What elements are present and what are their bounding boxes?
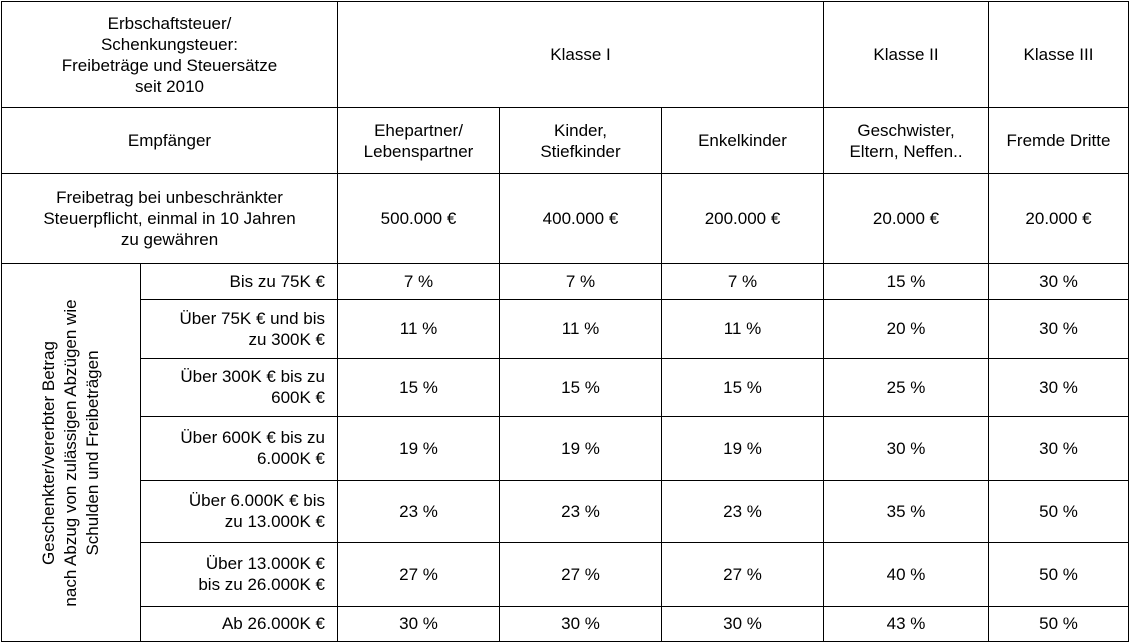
rate-cell: 27 % xyxy=(662,542,824,606)
taxable-amount-label: Geschenkter/vererbter Betrag nach Abzug von zulässigen Abzügen wie Schulden und Freibeträgen xyxy=(39,299,102,607)
rate-cell: 27 % xyxy=(500,542,662,606)
rate-cell: 40 % xyxy=(824,542,989,606)
rate-cell: 30 % xyxy=(989,416,1129,480)
rate-cell: 15 % xyxy=(500,358,662,416)
rate-row xyxy=(2,606,1129,641)
rate-cell: 30 % xyxy=(824,416,989,480)
rate-cell: 50 % xyxy=(989,542,1129,606)
rate-cell: 23 % xyxy=(662,480,824,542)
rate-cell: 7 % xyxy=(662,264,824,300)
rate-cell: 25 % xyxy=(824,358,989,416)
class-2-header: Klasse II xyxy=(824,2,989,108)
band-label: Über 75K € und bis zu 300K € xyxy=(141,300,338,358)
recipient-others: Fremde Dritte xyxy=(989,108,1129,174)
rate-cell: 20 % xyxy=(824,300,989,358)
rate-cell: 11 % xyxy=(338,300,500,358)
class-1-header: Klasse I xyxy=(338,2,824,108)
rate-cell: 35 % xyxy=(824,480,989,542)
rate-row xyxy=(2,416,1129,480)
rate-cell: 11 % xyxy=(500,300,662,358)
tax-rates-table xyxy=(1,1,1129,642)
rate-cell: 23 % xyxy=(500,480,662,542)
band-label: Bis zu 75K € xyxy=(141,264,338,300)
rate-row xyxy=(2,358,1129,416)
allowance-value: 200.000 € xyxy=(662,174,824,264)
allowance-value: 400.000 € xyxy=(500,174,662,264)
rate-cell: 30 % xyxy=(989,358,1129,416)
rate-cell: 43 % xyxy=(824,606,989,641)
band-label: Über 300K € bis zu 600K € xyxy=(141,358,338,416)
band-label: Ab 26.000K € xyxy=(141,606,338,641)
allowance-row xyxy=(2,174,1129,264)
recipient-children: Kinder, Stiefkinder xyxy=(500,108,662,174)
rate-cell: 30 % xyxy=(989,264,1129,300)
rate-cell: 27 % xyxy=(338,542,500,606)
allowance-value: 20.000 € xyxy=(824,174,989,264)
recipient-label: Empfänger xyxy=(2,108,338,174)
rate-row xyxy=(2,480,1129,542)
rate-cell: 15 % xyxy=(824,264,989,300)
class-header-row xyxy=(2,2,1129,108)
recipient-row xyxy=(2,108,1129,174)
recipient-spouse: Ehepartner/ Lebenspartner xyxy=(338,108,500,174)
rate-row xyxy=(2,542,1129,606)
rate-cell: 50 % xyxy=(989,606,1129,641)
taxable-amount-label-cell xyxy=(2,264,141,642)
rate-cell: 30 % xyxy=(662,606,824,641)
rate-cell: 15 % xyxy=(662,358,824,416)
rate-cell: 19 % xyxy=(662,416,824,480)
band-label: Über 6.000K € bis zu 13.000K € xyxy=(141,480,338,542)
recipient-siblings: Geschwister, Eltern, Neffen.. xyxy=(824,108,989,174)
allowance-value: 500.000 € xyxy=(338,174,500,264)
rate-cell: 11 % xyxy=(662,300,824,358)
rate-cell: 7 % xyxy=(338,264,500,300)
rate-cell: 30 % xyxy=(500,606,662,641)
allowance-label: Freibetrag bei unbeschränkter Steuerpflicht, einmal in 10 Jahren zu gewähren xyxy=(2,174,338,264)
rate-cell: 50 % xyxy=(989,480,1129,542)
rate-cell: 15 % xyxy=(338,358,500,416)
rate-cell: 30 % xyxy=(989,300,1129,358)
rate-cell: 23 % xyxy=(338,480,500,542)
band-label: Über 600K € bis zu 6.000K € xyxy=(141,416,338,480)
recipient-grandchildren: Enkelkinder xyxy=(662,108,824,174)
table-title: Erbschaftsteuer/ Schenkungsteuer: Freibeträge und Steuersätze seit 2010 xyxy=(2,2,338,108)
class-3-header: Klasse III xyxy=(989,2,1129,108)
rate-cell: 19 % xyxy=(500,416,662,480)
rate-row xyxy=(2,264,1129,300)
band-label: Über 13.000K € bis zu 26.000K € xyxy=(141,542,338,606)
allowance-value: 20.000 € xyxy=(989,174,1129,264)
rate-cell: 7 % xyxy=(500,264,662,300)
rate-cell: 19 % xyxy=(338,416,500,480)
rate-cell: 30 % xyxy=(338,606,500,641)
rate-row xyxy=(2,300,1129,358)
